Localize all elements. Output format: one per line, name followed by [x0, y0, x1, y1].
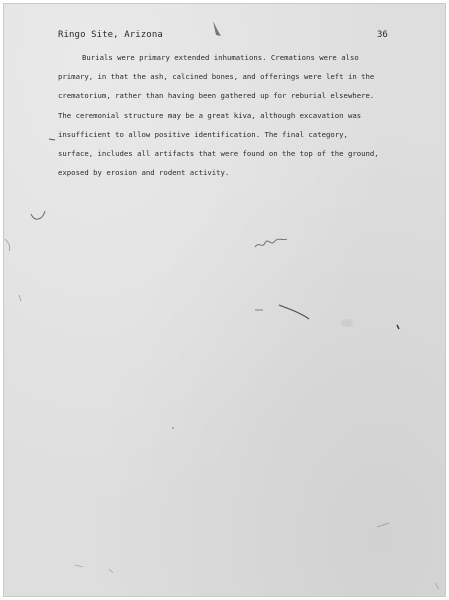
hair-mark — [255, 239, 287, 247]
edge-mark — [5, 239, 10, 251]
body-line: Burials were primary extended inhumations. Cremations were also — [82, 53, 359, 62]
ink-dot — [172, 427, 174, 429]
body-line: The ceremonial structure may be a great kiva, although excavation was — [58, 110, 362, 120]
scan-smudge — [341, 319, 353, 327]
hair-mark — [279, 305, 309, 319]
running-title: Ringo Site, Arizona — [58, 30, 163, 40]
ink-tick — [49, 139, 55, 140]
body-line: primary, in that the ash, calcined bones, and offerings were left in the — [58, 72, 375, 82]
page-number: 36 — [377, 30, 388, 40]
edge-mark — [19, 295, 21, 301]
body-line: surface, includes all artifacts that were found on the top of the ground, — [58, 148, 379, 158]
body-line: exposed by erosion and rodent activity. — [58, 168, 230, 178]
hair-mark — [377, 523, 389, 527]
body-line: crematorium, rather than having been gathered up for reburial elsewhere. — [58, 91, 375, 101]
edge-mark — [435, 583, 439, 589]
edge-mark — [75, 565, 83, 567]
document-page — [3, 3, 446, 597]
ink-smudge — [213, 21, 221, 36]
body-paragraph — [58, 53, 403, 187]
body-line: insufficient to allow positive identification. The final category, — [58, 129, 348, 139]
hair-mark — [31, 211, 45, 219]
edge-mark — [109, 569, 113, 573]
ink-dot — [397, 325, 399, 329]
